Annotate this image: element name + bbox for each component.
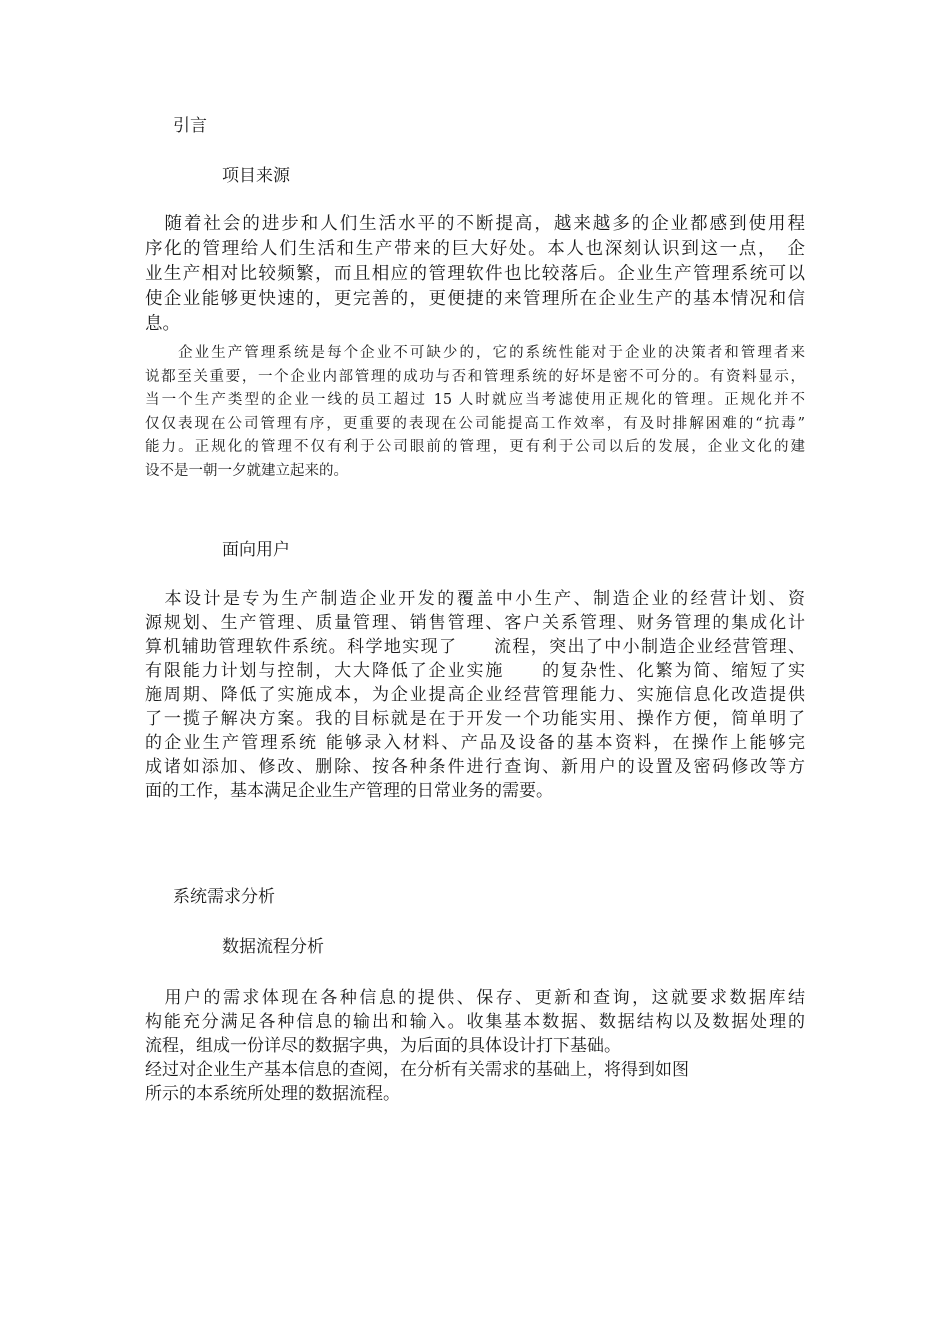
heading-intro: 引言 [173,116,207,136]
text-line: 经过对企业生产基本信息的查阅，在分析有关需求的基础上，将得到如图 [145,1060,689,1080]
heading-target-users: 面向用户 [222,540,290,560]
paragraph-project-source-1 [145,212,805,337]
text-line: 了一揽子解决方案。我的目标就是在于开发一个功能实用、操作方便，简单明了 [145,709,805,729]
text-line: 面的工作，基本满足企业生产管理的日常业务的需要。 [145,781,553,801]
paragraph-data-flow-analysis [145,986,805,1106]
text-line: 施周期、降低了实施成本，为企业提高企业经营管理能力、实施信息化改造提供 [145,685,805,705]
text-line: 企业生产管理系统是每个企业不可缺少的，它的系统性能对于企业的决策者和管理者来 [145,345,805,361]
text-line: 所示的本系统所处理的数据流程。 [145,1084,400,1104]
text-line: 算机辅助管理软件系统。科学地实现了 流程，突出了中小制造企业经营管理、 [145,637,805,657]
text-line: 用户的需求体现在各种信息的提供、保存、更新和查询，这就要求数据库结 [145,988,805,1008]
text-line: 设不是一朝一夕就建立起来的。 [145,462,348,479]
text-line: 业生产相对比较频繁，而且相应的管理软件也比较落后。企业生产管理系统可以 [145,264,805,284]
text-line: 有限能力计划与控制，大大降低了企业实施 的复杂性、化繁为简、缩短了实 [145,661,805,681]
paragraph-target-users [145,587,805,803]
text-line: 流程，组成一份详尽的数据字典，为后面的具体设计打下基础。 [145,1036,621,1056]
heading-project-source: 项目来源 [222,166,290,186]
text-line: 序化的管理给人们生活和生产带来的巨大好处。本人也深刻认识到这一点， 企 [145,239,805,259]
heading-requirements-analysis: 系统需求分析 [173,887,275,907]
text-line: 息。 [145,314,180,334]
text-line: 构能充分满足各种信息的输出和输入。收集基本数据、数据结构以及数据处理的 [145,1012,805,1032]
text-line: 成诸如添加、修改、删除、按各种条件进行查询、新用户的设置及密码修改等方 [145,757,805,777]
text-line: 的企业生产管理系统 能够录入材料、产品及设备的基本资料，在操作上能够完 [145,733,805,753]
text-line: 源规划、生产管理、质量管理、销售管理、客户关系管理、财务管理的集成化计 [145,613,805,633]
paragraph-project-source-2 [145,342,805,483]
text-line: 仅仅表现在公司管理有序，更重要的表现在公司能提高工作效率，有及时排解困难的“抗毒” [145,415,805,432]
text-line: 说都至关重要，一个企业内部管理的成功与否和管理系统的好坏是密不可分的。有资料显示， [145,368,805,385]
heading-data-flow-analysis: 数据流程分析 [222,937,324,957]
text-line: 随着社会的进步和人们生活水平的不断提高，越来越多的企业都感到使用程 [145,214,805,234]
text-line: 能力。正规化的管理不仅有利于公司眼前的管理，更有利于公司以后的发展，企业文化的建 [145,439,805,455]
text-line: 当一个生产类型的企业一线的员工超过 15 人时就应当考滤使用正规化的管理。正规化并不 [145,392,805,408]
text-line: 使企业能够更快速的，更完善的，更便捷的来管理所在企业生产的基本情况和信 [145,289,805,309]
text-line: 本设计是专为生产制造企业开发的覆盖中小生产、制造企业的经营计划、资 [145,589,805,609]
